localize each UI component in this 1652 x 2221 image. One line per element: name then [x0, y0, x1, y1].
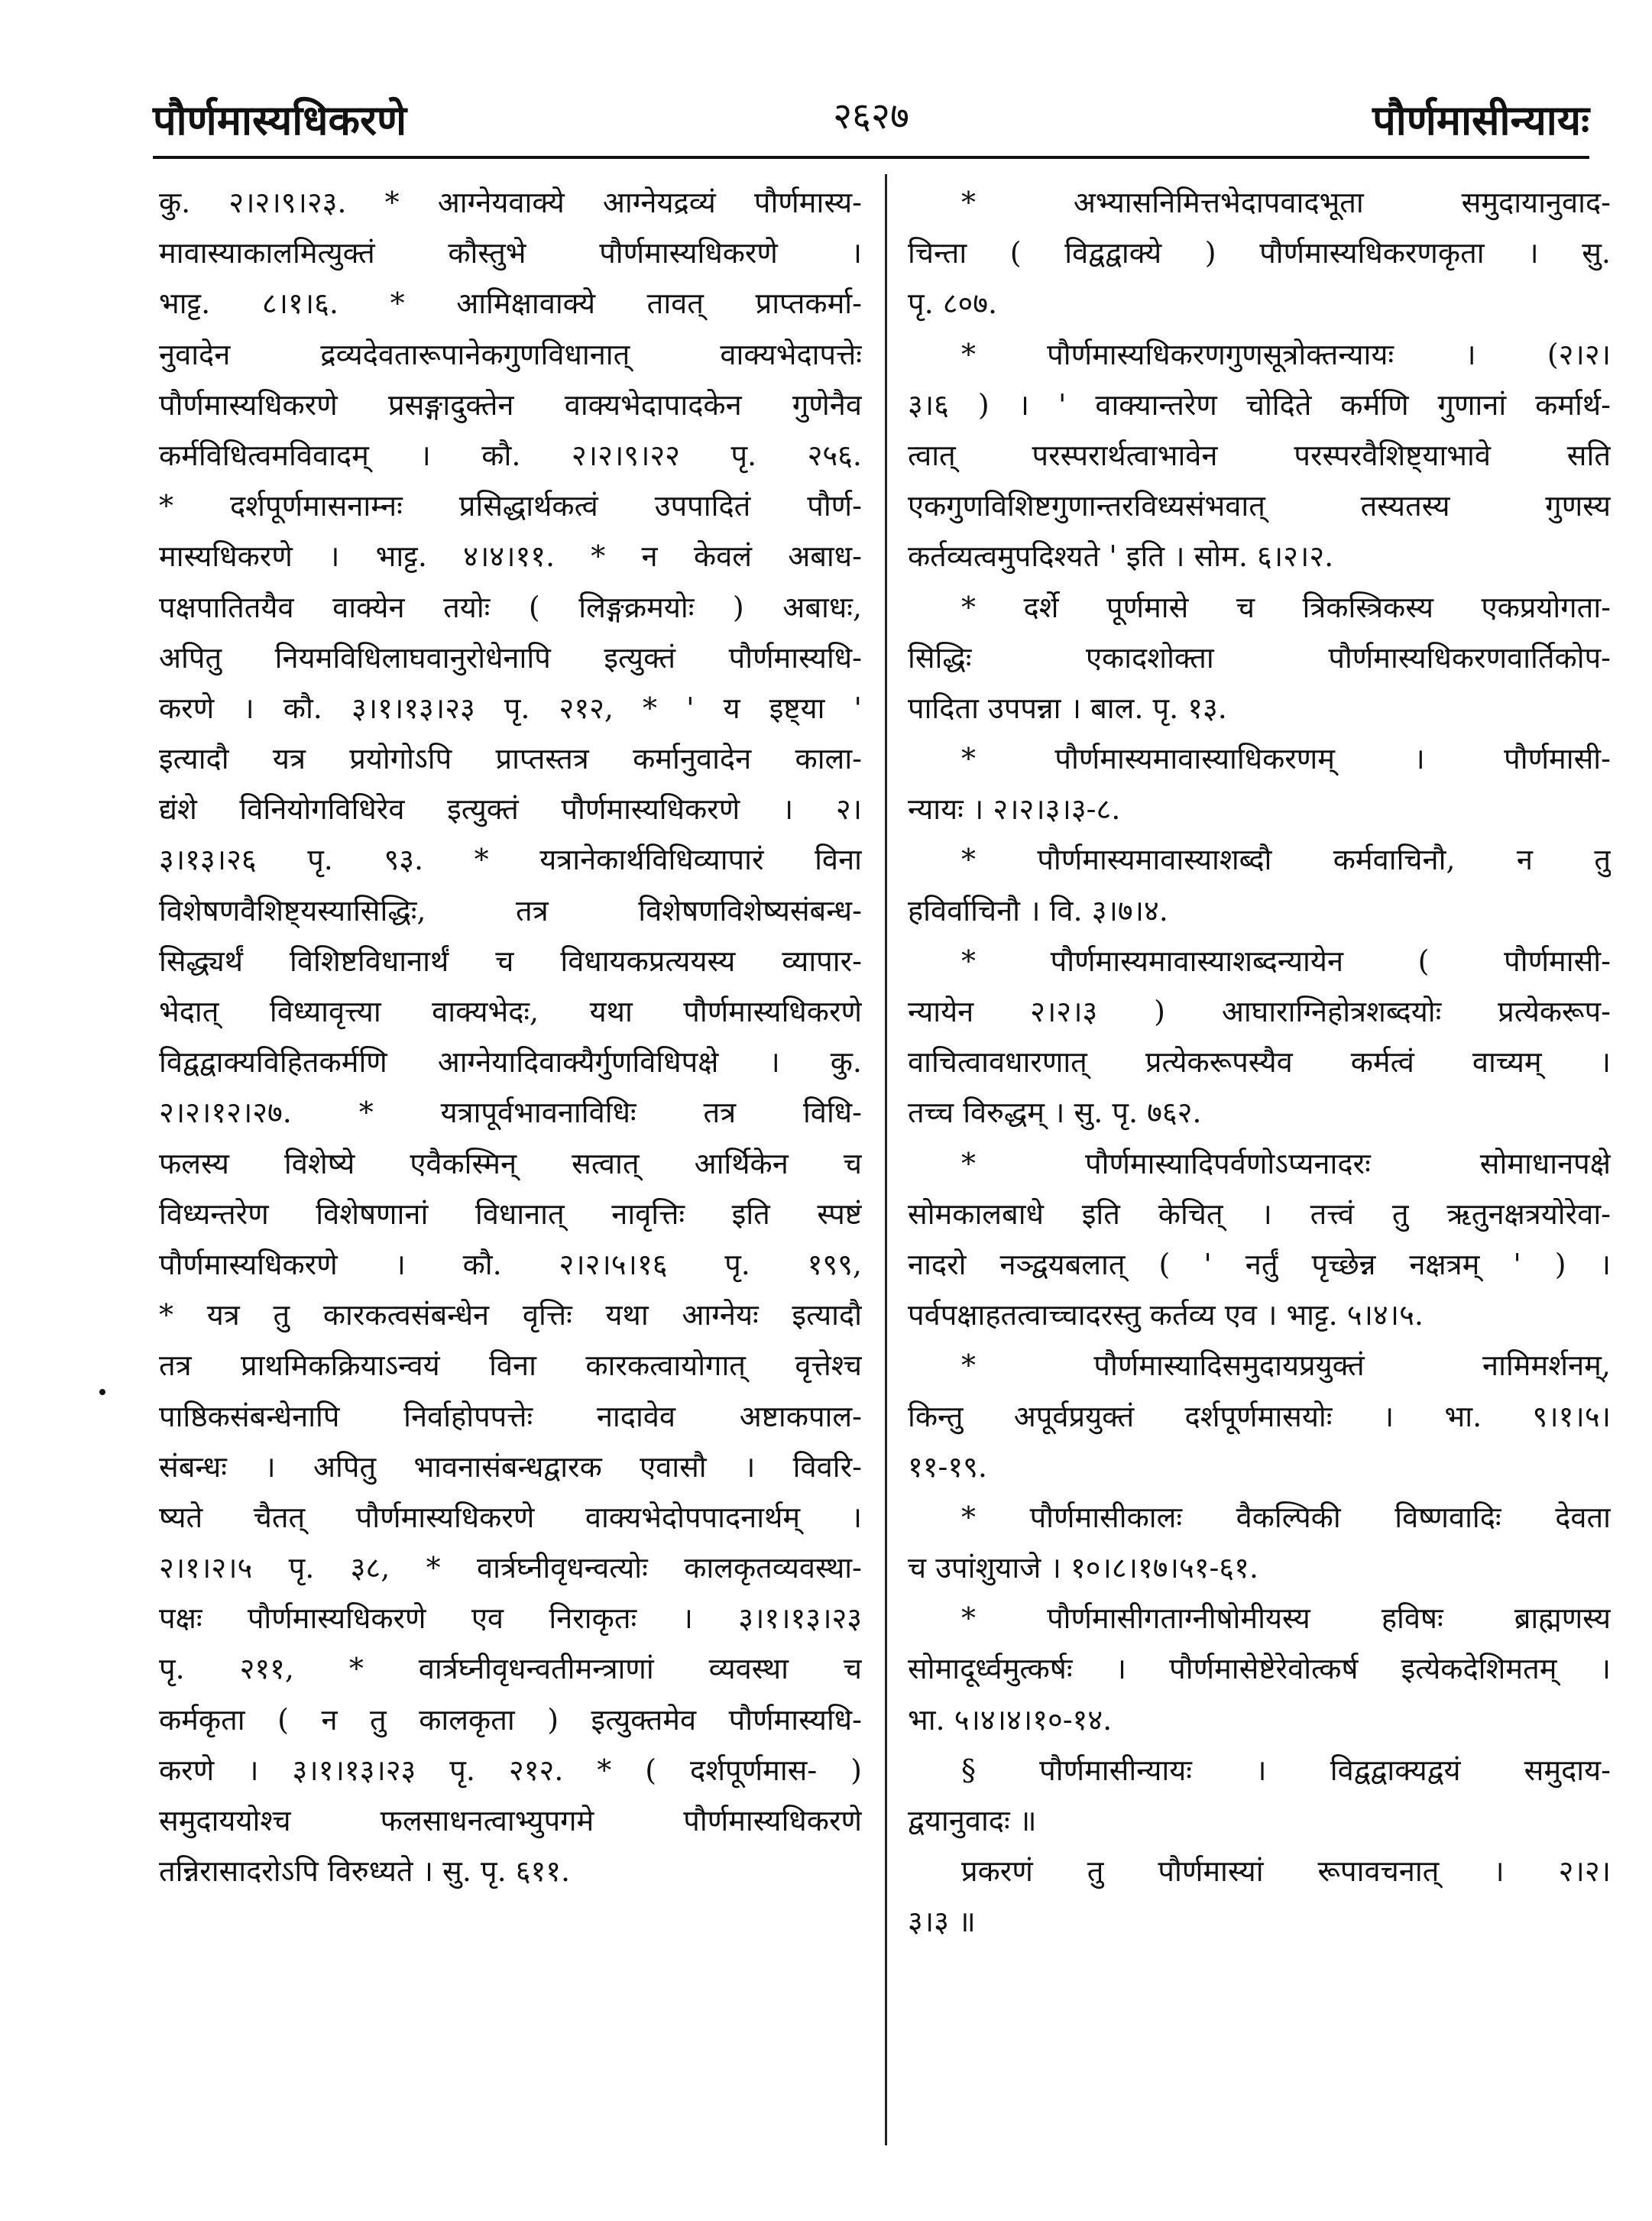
text-line: * पौर्णमास्यमावास्याशब्दौ कर्मवाचिनौ, न तु [961, 843, 1611, 877]
text-line: द्यंशे विनियोगविधिरेव इत्युक्तं पौर्णमास्यधिकरणे । २। [159, 792, 862, 827]
text-line: ११-१९. [908, 1449, 987, 1484]
text-line: न्यायेन २।२।३ ) आघाराग्निहोत्रशब्दयोः प्रत्येकरूप- [908, 995, 1611, 1028]
text-line: न्यायः । २।२।३।३-८. [908, 792, 1121, 827]
header-rule [153, 156, 1589, 159]
text-line: मावास्याकालमित्युक्तं कौस्तुभे पौर्णमास्यधिकरणे । [159, 236, 862, 270]
text-line: सिद्धिः एकादशोक्ता पौर्णमास्यधिकरणवार्तिकोप- [908, 640, 1611, 675]
margin-dot [99, 1389, 105, 1395]
text-line: च उपांशुयाजे । १०।८।१७।५१-६१. [908, 1551, 1258, 1585]
text-line: हविर्वाचिनौ । वि. ३।७।४. [908, 893, 1168, 928]
text-line: तच्च विरुद्धम् । सु. पृ. ७६२. [908, 1096, 1202, 1130]
text-line: § पौर्णमासीन्यायः । विद्वद्वाक्यद्वयं समुदाय- [961, 1753, 1611, 1787]
text-line: कर्मकृता ( न तु कालकृता ) इत्युक्तमेव पौर्णमास्यधि- [159, 1702, 862, 1737]
running-head-left: पौर्णमास्यधिकरणे [153, 96, 407, 144]
text-line: त्वात् परस्परार्थत्वाभावेन परस्परवैशिष्ट्याभावे सति [908, 438, 1611, 472]
text-line: २।१।२।५ पृ. ३८, * वार्त्रघ्नीवृधन्वत्योः कालकृतव्यवस्था- [159, 1551, 862, 1585]
text-line: करणे । कौ. ३।१।१३।२३ पृ. २१२, * ' य इष्ट्या ' [159, 691, 862, 725]
text-line: पौर्णमास्यधिकरणे । कौ. २।२।५।१६ पृ. १९९, [159, 1247, 862, 1281]
text-line: ३।६ ) । ' वाक्यान्तरेण चोदिते कर्मणि गुणानां कर्मार्थ- [908, 387, 1611, 422]
text-line: पक्षपातितयैव वाक्येन तयोः ( लिङ्गक्रमयोः ) अबाधः, [159, 590, 862, 624]
page-number: २६२७ [833, 95, 909, 138]
column-divider [885, 174, 887, 2145]
text-line: पृ. २११, * वार्त्रघ्नीवृधन्वतीमन्त्राणां व्यवस्था च [159, 1652, 862, 1686]
text-line: समुदाययोश्च फलसाधनत्वाभ्युपगमे पौर्णमास्यधिकरणे [159, 1804, 862, 1837]
text-line: भेदात् विध्यावृत्त्या वाक्यभेदः, यथा पौर्णमास्यधिकरणे [159, 995, 862, 1028]
text-line: भाट्ट. ८।१।६. * आमिक्षावाक्ये तावत् प्राप्तकर्मा- [159, 287, 862, 321]
text-line: संबन्धः । अपितु भावनासंबन्धद्वारक एवासौ । विवरि- [159, 1449, 862, 1484]
text-line: भा. ५।४।४।१०-१४. [908, 1702, 1113, 1737]
text-line: वाचित्वावधारणात् प्रत्येकरूपस्यैव कर्मत्वं वाच्यम् । [908, 1045, 1611, 1080]
text-line: * दर्शपूर्णमासनाम्नः प्रसिद्धार्थकत्वं उपपादितं पौर्ण- [159, 489, 862, 523]
text-line: ३।३ ॥ [908, 1905, 976, 1939]
text-line: * पौर्णमास्यादिपर्वणोऽप्यनादरः सोमाधानपक्षे [961, 1146, 1611, 1180]
page-header [153, 90, 1589, 144]
text-line: पृ. ८०७. [908, 287, 998, 321]
right-column [908, 177, 1611, 1947]
left-column [159, 177, 862, 1896]
text-line: किन्तु अपूर्वप्रयुक्तं दर्शपूर्णमासयोः । भा. ९।१।५। [908, 1399, 1611, 1433]
text-line: करणे । ३।१।१३।२३ पृ. २१२. * ( दर्शपूर्णमास- ) [159, 1753, 862, 1787]
text-line: सोमादूर्ध्वमुत्कर्षः । पौर्णमासेष्टेरेवोत्कर्ष इत्येकदेशिमतम् । [908, 1652, 1611, 1686]
text-line: सोमकालबाधे इति केचित् । तत्त्वं तु ऋतुनक्षत्रयोरेवा- [908, 1196, 1611, 1231]
text-line: * यत्र तु कारकत्वसंबन्धेन वृत्तिः यथा आग्नेयः इत्यादौ [159, 1298, 862, 1332]
text-line: * पौर्णमास्यमावास्याधिकरणम् । पौर्णमासी- [961, 742, 1611, 776]
text-line: पर्वपक्षाहतत्वाच्चादरस्तु कर्तव्य एव । भाट्ट. ५।४।५. [908, 1298, 1424, 1332]
text-line: पाष्ठिकसंबन्धेनापि निर्वाहोपपत्तेः नादावेव अष्टाकपाल- [159, 1399, 862, 1433]
text-line: अपितु नियमविधिलाघवानुरोधेनापि इत्युक्तं पौर्णमास्यधि- [159, 640, 862, 675]
text-line: २।२।१२।२७. * यत्रापूर्वभावनाविधिः तत्र विधि- [159, 1096, 862, 1130]
text-line: * पौर्णमास्यादिसमुदायप्रयुक्तं नामिमर्शनम्, [961, 1348, 1611, 1383]
text-line: * पौर्णमासीगताग्नीषोमीयस्य हविषः ब्राह्मणस्य [961, 1601, 1611, 1636]
text-line: विशेषणवैशिष्ट्यस्यासिद्धिः, तत्र विशेषणविशेष्यसंबन्ध- [159, 893, 862, 928]
text-line: फलस्य विशेष्ये एवैकस्मिन् सत्वात् आर्थिकेन च [159, 1146, 862, 1180]
text-line: पौर्णमास्यधिकरणे प्रसङ्गादुक्तेन वाक्यभेदापादकेन गुणेनैव [159, 387, 862, 422]
running-head-right: पौर्णमासीन्यायः [1372, 96, 1589, 144]
text-line: इत्यादौ यत्र प्रयोगोऽपि प्राप्तस्तत्र कर्मानुवादेन काला- [159, 742, 862, 776]
text-line: कु. २।२।९।२३. * आग्नेयवाक्ये आग्नेयद्रव्यं पौर्णमास्य- [159, 186, 862, 219]
text-line: ३।१३।२६ पृ. ९३. * यत्रानेकार्थविधिव्यापारं विना [159, 843, 862, 877]
text-line: नुवादेन द्रव्यदेवतारूपानेकगुणविधानात् वाक्यभेदापत्तेः [159, 337, 862, 371]
text-line: * पौर्णमासीकालः वैकल्पिकी विष्णवादिः देवता [961, 1500, 1611, 1534]
text-line: * अभ्यासनिमित्तभेदापवादभूता समुदायानुवाद- [961, 186, 1611, 219]
text-line: पादिता उपपन्ना । बाल. पृ. १३. [908, 691, 1227, 725]
text-line: मास्यधिकरणे । भाट्ट. ४।४।११. * न केवलं अबाध- [159, 539, 862, 574]
text-line: तन्निरासादरोऽपि विरुध्यते । सु. पृ. ६११. [159, 1854, 571, 1889]
text-line: * पौर्णमास्यधिकरणगुणसूत्रोक्तन्यायः । (२।२। [961, 337, 1611, 371]
text-line: एकगुणविशिष्टगुणान्तरविध्यसंभवात् तस्यतस्य गुणस्य [908, 489, 1611, 523]
text-line: ष्यते चैतत् पौर्णमास्यधिकरणे वाक्यभेदोपपादनार्थम् । [159, 1500, 862, 1534]
text-line: विध्यन्तरेण विशेषणानां विधानात् नावृत्तिः इति स्पष्टं [159, 1196, 862, 1231]
text-line: द्वयानुवादः ॥ [908, 1804, 1037, 1837]
text-line: कर्तव्यत्वमुपदिश्यते ' इति । सोम. ६।२।२. [908, 539, 1334, 574]
text-line: नादरो नञ्द्वयबलात् ( ' नर्तुं पृच्छेन्न नक्षत्रम् ' ) । [908, 1247, 1611, 1281]
text-line: पक्षः पौर्णमास्यधिकरणे एव निराकृतः । ३।१।१३।२३ [159, 1601, 862, 1636]
text-line: * दर्शे पूर्णमासे च त्रिकस्त्रिकस्य एकप्रयोगता- [961, 590, 1611, 624]
text-line: तत्र प्राथमिकक्रियाऽन्वयं विना कारकत्वायोगात् वृत्तेश्च [159, 1348, 862, 1383]
text-line: चिन्ता ( विद्वद्वाक्ये ) पौर्णमास्यधिकरणकृता । सु. [908, 236, 1611, 270]
text-line: कर्मविधित्वमविवादम् । कौ. २।२।९।२२ पृ. २५६. [159, 438, 862, 472]
text-line: प्रकरणं तु पौर्णमास्यां रूपावचनात् । २।२। [961, 1854, 1611, 1889]
text-line: * पौर्णमास्यमावास्याशब्दन्यायेन ( पौर्णमासी- [961, 944, 1611, 978]
text-line: विद्वद्वाक्यविहितकर्मणि आग्नेयादिवाक्यैर्गुणविधिपक्षे । कु. [159, 1045, 862, 1080]
text-line: सिद्ध्यर्थं विशिष्टविधानार्थं च विधायकप्रत्ययस्य व्यापार- [159, 944, 862, 978]
